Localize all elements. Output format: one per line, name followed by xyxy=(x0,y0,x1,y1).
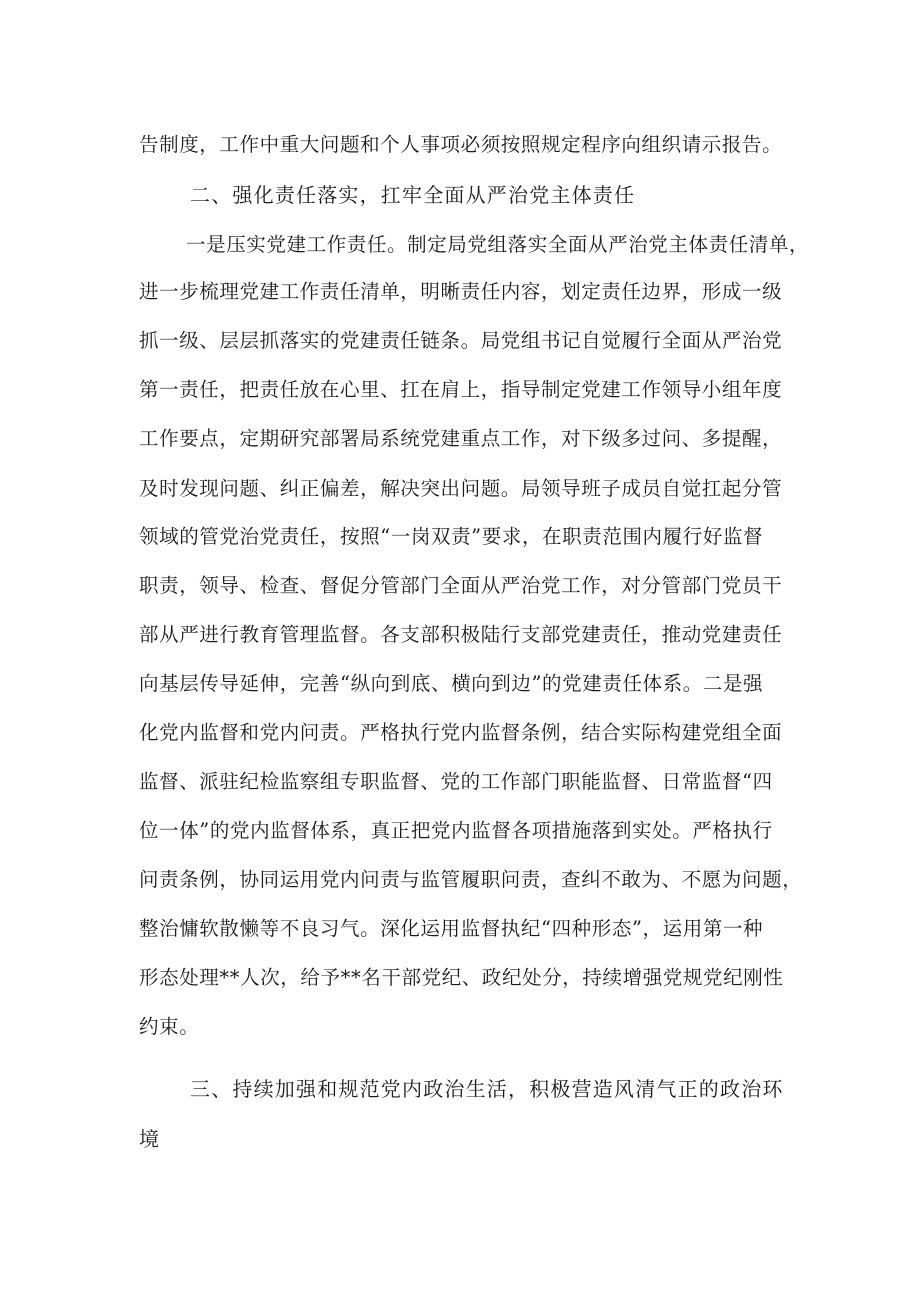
section-heading: 三、持续加强和规范党内政治生活，积极营造风清气正的政治环 xyxy=(190,1077,784,1101)
paragraph-line: 及时发现问题、纠正偏差，解决突出问题。局领导班子成员自觉扛起分管 xyxy=(139,477,783,500)
paragraph-line: 位一体”的党内监督体系，真正把党内监督各项措施落到实处。严格执行 xyxy=(139,819,773,842)
paragraph-line: 监督、派驻纪检监察组专职监督、党的工作部门职能监督、日常监督“四 xyxy=(139,770,773,793)
paragraph-line: 向基层传导延伸，完善“纵向到底、横向到边”的党建责任体系。二是强 xyxy=(139,672,764,695)
paragraph-line: 一是压实党建工作责任。制定局党组落实全面从严治党主体责任清单， xyxy=(186,233,810,256)
paragraph-line: 形态处理**人次，给予**名干部党纪、政纪处分，持续增强党规党纪刚性 xyxy=(139,966,784,989)
paragraph-line: 整治慵软散懒等不良习气。深化运用监督执纪“四种形态”，运用第一种 xyxy=(139,917,764,940)
paragraph-line: 告制度，工作中重大问题和个人事项必须按照规定程序向组织请示报告。 xyxy=(139,133,783,156)
paragraph-line: 职责，领导、检查、督促分管部门全面从严治党工作，对分管部门党员干 xyxy=(139,574,783,597)
paragraph-line: 化党内监督和党内问责。严格执行党内监督条例，结合实际构建党组全面 xyxy=(139,721,783,744)
section-heading-continuation: 境 xyxy=(139,1127,161,1151)
paragraph-line: 第一责任，把责任放在心里、扛在肩上，指导制定党建工作领导小组年度 xyxy=(139,378,783,401)
paragraph-line: 工作要点，定期研究部署局系统党建重点工作，对下级多过问、多提醒， xyxy=(139,427,783,450)
paragraph-line: 抓一级、层层抓落实的党建责任链条。局党组书记自觉履行全面从严治党 xyxy=(139,329,783,352)
paragraph-line: 部从严进行教育管理监督。各支部积极陆行支部党建责任，推动党建责任 xyxy=(139,623,783,646)
paragraph-line: 领域的管党治党责任，按照“一岗双责”要求，在职责范围内履行好监督 xyxy=(139,525,764,548)
paragraph-line: 进一步梳理党建工作责任清单，明晰责任内容，划定责任边界，形成一级 xyxy=(139,280,783,303)
paragraph-line: 问责条例，协同运用党内问责与监管履职问责，查纠不敢为、不愿为问题， xyxy=(139,868,803,891)
paragraph-line: 约束。 xyxy=(139,1015,200,1038)
section-heading: 二、强化责任落实，扛牢全面从严治党主体责任 xyxy=(190,183,636,207)
